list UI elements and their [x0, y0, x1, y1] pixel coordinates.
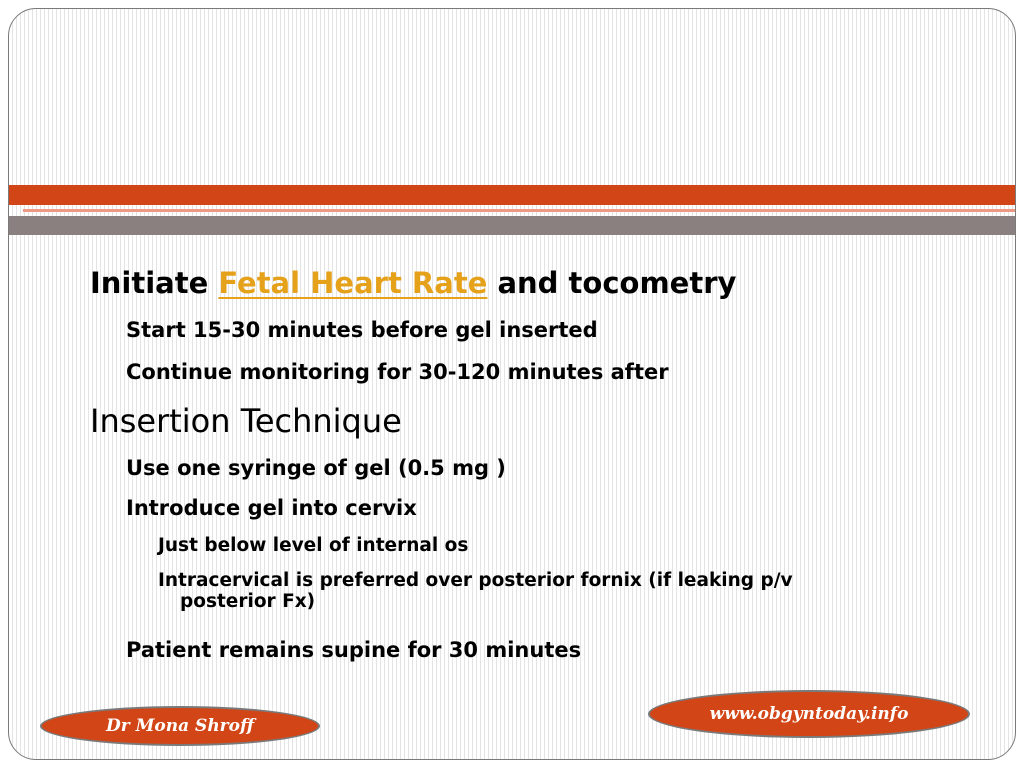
sub-bullet-introduce-gel: Introduce gel into cervix: [126, 496, 417, 520]
intracervical-line2: posterior Fx): [180, 591, 316, 612]
author-badge: [40, 706, 320, 746]
sub-bullet-patient-supine: Patient remains supine for 30 minutes: [126, 638, 582, 662]
heading1-suffix: and tocometry: [487, 266, 737, 300]
author-name: Dr Mona Shroff: [105, 716, 255, 736]
intracervical-line1: Intracervical is preferred over posterior fornix (if leaking p/v: [158, 570, 793, 591]
fetal-heart-rate-link[interactable]: Fetal Heart Rate: [218, 266, 488, 300]
sub-bullet-continue-monitoring: Continue monitoring for 30-120 minutes after: [126, 360, 669, 384]
sub-bullet-one-syringe: Use one syringe of gel (0.5 mg ): [126, 456, 506, 480]
sub-sub-bullet-below-os: Just below level of internal os: [158, 535, 469, 556]
header-orange-band: [9, 185, 1016, 205]
bullet-initiate-monitoring: [90, 266, 736, 300]
sub-bullet-start-time: Start 15-30 minutes before gel inserted: [126, 318, 598, 342]
header-gray-band: [9, 216, 1016, 235]
website-link[interactable]: www.obgyntoday.info: [709, 704, 909, 724]
sub-sub-bullet-intracervical: [158, 570, 948, 612]
heading1-prefix: Initiate: [90, 266, 219, 300]
heading-insertion-technique: Insertion Technique: [90, 402, 402, 440]
header-divider-line: [23, 209, 1016, 212]
website-badge[interactable]: [648, 690, 970, 738]
